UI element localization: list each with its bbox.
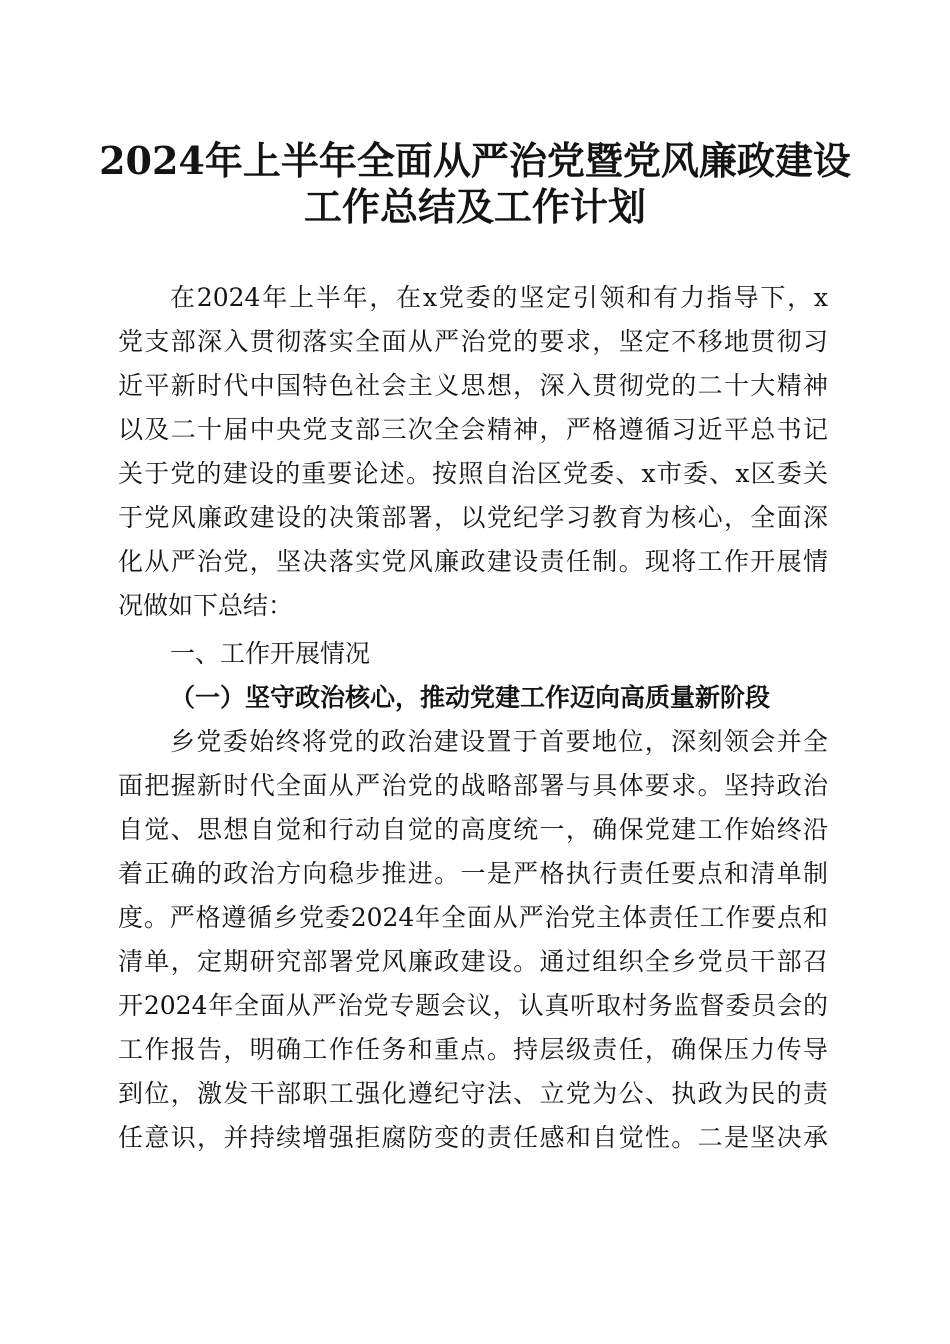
body-line: 面把握新时代全面从严治党的战略部署与具体要求。坚持政治 bbox=[118, 771, 828, 800]
body-line: 开2024年全面从严治党专题会议，认真听取村务监督委员会的 bbox=[118, 991, 828, 1020]
intro-line: 况做如下总结： bbox=[118, 591, 294, 620]
body-line: 清单，定期研究部署党风廉政建设。通过组织全乡党员干部召 bbox=[118, 947, 828, 976]
body-line: 任意识，并持续增强拒腐防变的责任感和自觉性。二是坚决承 bbox=[118, 1123, 828, 1152]
body-line: 乡党委始终将党的政治建设置于首要地位，深刻领会并全 bbox=[170, 727, 828, 756]
document-title-line-2: 工作总结及工作计划 bbox=[303, 184, 646, 229]
body-line: 自觉、思想自觉和行动自觉的高度统一，确保党建工作始终沿 bbox=[118, 815, 828, 844]
section-heading: 一、工作开展情况 bbox=[170, 639, 371, 668]
intro-line: 于党风廉政建设的决策部署，以党纪学习教育为核心，全面深 bbox=[118, 503, 828, 532]
body-line: 工作报告，明确工作任务和重点。持层级责任，确保压力传导 bbox=[118, 1035, 828, 1064]
intro-line: 党支部深入贯彻落实全面从严治党的要求，坚定不移地贯彻习 bbox=[118, 327, 828, 356]
intro-line: 近平新时代中国特色社会主义思想，深入贯彻党的二十大精神 bbox=[118, 371, 828, 400]
body-line: 到位，激发干部职工强化遵纪守法、立党为公、执政为民的责 bbox=[118, 1079, 828, 1108]
document-title-line-1: 2024年上半年全面从严治党暨党风廉政建设 bbox=[99, 138, 851, 183]
body-line: 着正确的政治方向稳步推进。一是严格执行责任要点和清单制 bbox=[118, 859, 828, 888]
intro-line: 化从严治党，坚决落实党风廉政建设责任制。现将工作开展情 bbox=[118, 547, 828, 576]
intro-line: 以及二十届中央党支部三次全会精神，严格遵循习近平总书记 bbox=[118, 415, 828, 444]
subsection-heading: （一）坚守政治核心，推动党建工作迈向高质量新阶段 bbox=[170, 683, 771, 712]
body-line: 度。严格遵循乡党委2024年全面从严治党主体责任工作要点和 bbox=[118, 903, 828, 932]
intro-line: 在2024年上半年，在x党委的坚定引领和有力指导下，x bbox=[170, 283, 828, 312]
intro-line: 关于党的建设的重要论述。按照自治区党委、x市委、x区委关 bbox=[118, 459, 828, 488]
